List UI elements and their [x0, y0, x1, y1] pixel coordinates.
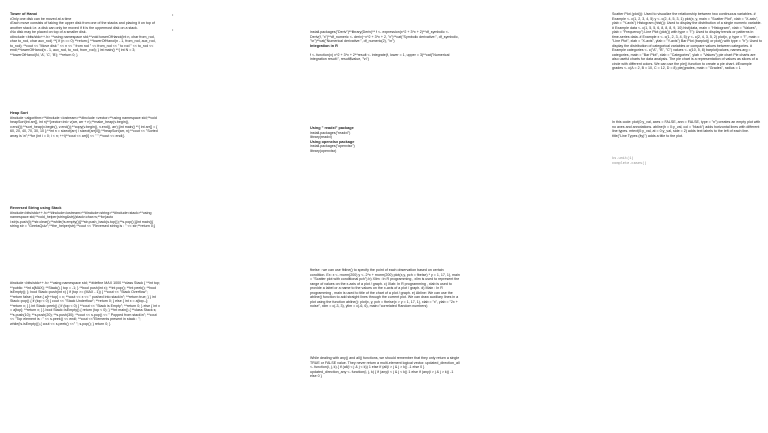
reversed-string-section: [10, 206, 160, 250]
integration-title: Integration in R: [310, 43, 338, 48]
heap-sort-code: #include <algorithm>**#include <iostream>**#include <vector>**using namespace std;**void heapSort(int arr[], int n)**{vector<int> v(arr, arr + n);**make_heap(v.begin(), v.end());**sort_heap(v.begin(), v.end());**copy(v.begin(), v.end(), arr);}int main() **{ int arr[] = { 60, 20, 40, 70, 30, 10 };**int n = sizeof(arr) / sizeof(arr[0]);**heapSort(arr, n);**cout << "Sorted array is \n";**for (int i = 0; i < n; ++i)**cout << arr[i] << " ";**cout << endl;}: [10, 115, 159, 138]
plot-parameters-text: fbelse : we can use fbline() to specify the point of each observation based on certain condition. Ex: x <- rnorm(200) y <- 2*x + rnorm(200) plot(x,y, pch = fbelse) * y = 1, 17, 1), main = "Scatter plot with conditional pch") b) Xlim : In R programming , xlim is used to represent the range of values on the x-axis of a plot / graph. c) Xlab: In R programming , xlab is used to provide a label or a name to the values on the x-axis of a plot / graph. d) Main : In R programming , main is used to title of the chart of a plot / graph. e) Abline: We can use the abline() function to add straight lines through the current plot. We can draw auxiliary lines in a plot using the function abline(): plot(x, y, pch = fbelse(x > y = 1, 17, 1), xlab = "x", ylab = "2x + noise", xlim = c(-3, 3), ylim = c(-6, 6), main="correlated Random numbers): [310, 268, 461, 308]
any-all-text: While dealing with any() and all() functions, we should remember that they only return a single TRUE or FALSE value. They never return a multi-element logical vector. updated_direction_all <- function(i, j, k) { if (all(i < j & j < k)) 1 else if (all(i > j & j > k)) -1 else 0 } updated_direction_any <- function(i, j, k) { if (any(i < j & j < k)) 1 else if (any(i > j & j > k)) -1 else 0 }: [310, 356, 461, 378]
charts-section: [612, 12, 762, 112]
tower-of-hanoi-rules: •Only one disk can be moved at a time •Each move consists of taking the upper disk from one of the stacks and placing it on top of another stack i.e. a disk can only be moved if it is the uppermost disk on a stack. •No disk may be placed on top of a smaller disk.: [10, 16, 155, 35]
tower-of-hanoi-section: [10, 12, 160, 108]
openxlsx-code: install.packages("openxlsx") library(openxlsx): [310, 144, 355, 153]
excel-packages-section: [310, 126, 460, 176]
stack-code-section: [10, 281, 160, 386]
empty-plot-text: In this code: plot(0:y_val, axes = FALSE, ann = FALSE, type = "n") creates an empty plot with no axes and annotations. abline(h = 0:y_val, col = "black") adds horizontal lines with different line types. mtext(0:y_val, at = 0:y_val, side = 2) adds text labels to the left of each line. title("Line Types (lty)") adds a title to the plot.: [612, 120, 762, 138]
stack-code: #include <bits/stdc++.h> **using namespace std; **#define MAX 1000 **class Stack { **int top; **public: **int a[MAX]; **Stack() { top = -1; } **bool push(int x); **int pop(); **int peek(); **bool isEmpty(); }; bool Stack::push(int x) { if (top >= (MAX - 1)) { **cout << "Stack Overflow"; **return false; } else { a[++top] = x; **cout << x << " pushed into stack\n"; **return true; } } int Stack::pop() { if (top < 0) { cout << "Stack Underflow"; **return 0; } else { int x = a[top--]; **return x; } } int Stack::peek() { if (top < 0) { **cout << "Stack is Empty"; **return 0; } else { int x = a[top]; **return x; } } bool Stack::isEmpty() { return (top < 0); } **int main() { **class Stack s; **s.push(10); **s.push(20); **s.push(30); **cout << s.pop() << " Popped from stack\n"; **cout << "Top element is : " << s.peek() << endl; **cout <<"Elements present in stack : "; while(!s.isEmpty()) { cout << s.peek() <<" "; s.pop(); } return 0; }: [10, 281, 161, 326]
readxl-code: install.packages("readxl") library(readxl): [310, 130, 351, 140]
charts-text: Scatter Plot (plot()): Used to visualize the relationship between two continuous variables. # Example <- c(1, 2, 3, 4, 5) y <- c(2, 4, 5, 3, 1) plot(x, y, main = "Scatter Plot", xlab = "X-axis", ylab = "Y-axis") Histogram (hist()): Used to display the distribution of a single numeric variable. # Example data <- c(1, 5, 5, 6, 8, 8, 8, 9, 10) hist(data, main = "Histogram", xlab = "Values", ylab = "Frequency") Line Plot (plot()) with type = "l"): Used to display trends or patterns in time-series data. # Example x <- c(1, 2, 3, 4, 5) y <- c(2, 4, 3, 5, 2) plot(x, y, type = "l", main = "Line Plot", xlab = "X-axis", ylab = "Y-axis") Bar Plot (barplot() or plot() with type = "h"): Used to display the distribution of categorical variables or compare values between categories. # Example categories <- c("A", "B", "C") values <- c(10, 5, 8) barplot(values, names.arg = categories, main = "Bar Plot", xlab = "Categories", ylab = "Values") pie chart Pie charts are also useful charts for data analysis. The pie chart is a representation of values as slices of a circle with different colors. We can use the pie() function to create a pie chart. #Example grades <- c(A = 2, B = 10, C = 12, D = 8) pie(grades, main = "Grades", radius = 1: [612, 12, 763, 70]
tower-of-hanoi-code: •#include <bits/stdc++.h> **using namespace std;**void towerOfHanoi(int n, char from_rod, char to_rod, char aux_rod) **{ if (n == 0) **return;} **towerOfHanoi(n - 1, from_rod, aux_rod, to_rod); **cout << "Move disk " << n << " from rod " << from_rod << " to rod " << to_rod << endl;**towerOfHanoi(n - 1, aux_rod, to_rod, from_rod); } int main() **{ int N = 3; **towerOfHanoi(N, 'A', 'C', 'B'); **return 0; }: [10, 34, 157, 57]
empty-plot-section: [612, 120, 762, 156]
tower-of-hanoi-title: Tower of Hanoi: [10, 12, 38, 16]
derivative-code: install.packages("Deriv")**library(Deriv)** f <- expression(x^2 + 3*x + 2)**df_symbolic <- Deriv(f, "x")**df_numeric <- deriv(~x^2 + 3*x + 2, "x")**cat("Symbolic derivative:", df_symbolic, "\n")**cat("Numerical derivative:", df_numeric(2), "\n"): [310, 30, 460, 43]
mono-line-2: complete.cases(): [612, 161, 647, 166]
openxlsx-title: Using openxlsx package: [310, 139, 355, 144]
readxl-title: Using " readxl" package: [310, 126, 354, 130]
derivative-section: [310, 30, 460, 110]
reversed-string-title: Reversed String using Stack: [10, 206, 62, 210]
heap-sort-title: Heap Sort: [10, 111, 28, 115]
plot-parameters-section: [310, 268, 460, 348]
mono-code-snippet: [612, 157, 712, 171]
mono-line-1: ks.unit(1): [612, 157, 634, 161]
heap-sort-section: [10, 111, 160, 155]
bullet-marker: •: [172, 28, 174, 32]
bullet-marker: •: [172, 13, 174, 17]
any-all-section: [310, 356, 460, 396]
integration-code: f <- function(x) x^2 + 3*x + 2**result <- integrate(f, lower = 1, upper = 3)**cat("Numerical integration result:", result$value, "\n"): [310, 52, 451, 62]
reversed-string-code: #include<bits/stdc++.h>**#include<iostream>**#include<string>**#include<stack>**using namespace std;**void_helper(string&str){stack<char>s;**for(auto i:str)s.push(i);**str.clear();**while(!s.empty()){**str.push_back(s.top());**s.pop();}}int main(){ string str = "GeeksQuiz";**the_helper(str);**cout << "Reversed string is : " << str;**return 0;}: [10, 210, 156, 229]
